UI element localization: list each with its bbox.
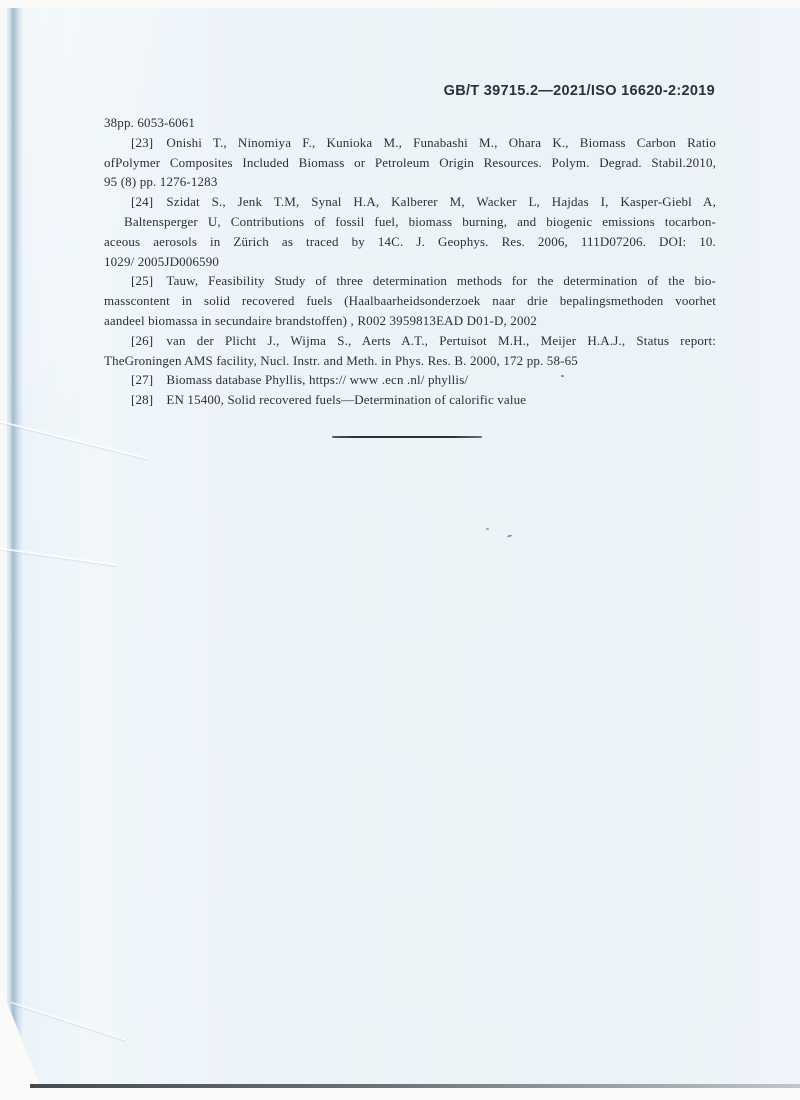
reference-line: 95 (8) pp. 1276-1283 (104, 174, 218, 190)
reference-line: TheGroningen AMS facility, Nucl. Instr. and Meth. in Phys. Res. B. 2000, 172 pp. 58-65 (104, 352, 578, 368)
scan-speck (486, 528, 489, 530)
scan-speck (507, 534, 512, 537)
reference-line: [24] Szidat S., Jenk T.M, Synal H.A, Kalberer M, Wacker L, Hajdas I, Kasper-Giebl A, (131, 194, 716, 210)
end-of-document-rule (332, 436, 482, 438)
reference-line: aceous aerosols in Zürich as traced by 14C. J. Geophys. Res. 2006, 111D07206. DOI: 10. (104, 233, 716, 249)
standard-number-header: GB/T 39715.2—2021/ISO 16620-2:2019 (443, 83, 715, 99)
text-block (104, 113, 716, 410)
scan-background-below-page (0, 1088, 800, 1100)
reference-line: Baltensperger U, Contributions of fossil fuel, biomass burning, and biogenic emissions tocarbon- (124, 213, 716, 229)
page-top-edge (0, 0, 800, 8)
page-bottom-left-corner (0, 985, 46, 1100)
reference-line: 38pp. 6053-6061 (104, 115, 196, 130)
reference-line: ofPolymer Composites Included Biomass or Petroleum Origin Resources. Polym. Degrad. Stabil.2010, (104, 154, 716, 170)
reference-line: masscontent in solid recovered fuels (Haalbaarheidsonderzoek naar drie bepalingsmethoden voorhet (104, 293, 716, 309)
reference-line: aandeel biomassa in secundaire brandstoffen) , R002 3959813EAD D01-D, 2002 (104, 312, 537, 328)
reference-line: [28] EN 15400, Solid recovered fuels—Determination of calorific value (131, 392, 527, 408)
reference-line: [27] Biomass database Phyllis, https:// www .ecn .nl/ phyllis/ (131, 372, 469, 388)
reference-line: [26] van der Plicht J., Wijma S., Aerts A.T., Pertuisot M.H., Meijer H.A.J., Status report: (131, 332, 716, 348)
paper-crease (11, 1002, 126, 1041)
reference-line: [23] Onishi T., Ninomiya F., Kunioka M., Funabashi M., Ohara K., Biomass Carbon Ratio (131, 134, 716, 150)
reference-line: 1029/ 2005JD006590 (104, 253, 220, 269)
reference-line: [25] Tauw, Feasibility Study of three determination methods for the determination of the bio- (131, 273, 716, 289)
